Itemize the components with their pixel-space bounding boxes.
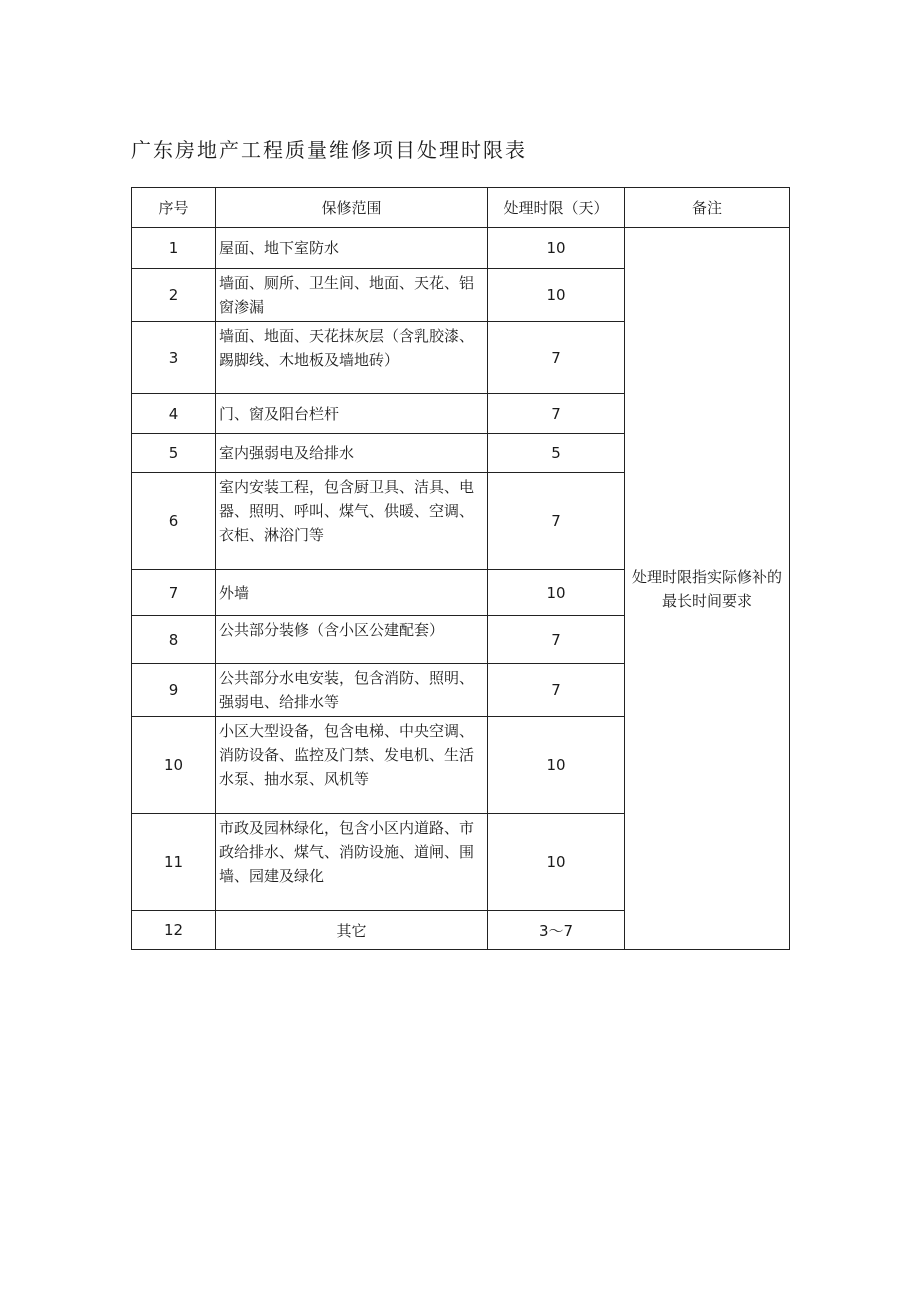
row-no: 7 <box>132 570 216 616</box>
row-no: 5 <box>132 434 216 473</box>
row-no: 9 <box>132 664 216 717</box>
row-limit: 10 <box>488 570 625 616</box>
row-no: 1 <box>132 228 216 269</box>
row-no: 3 <box>132 322 216 394</box>
header-limit: 处理时限（天） <box>488 188 625 228</box>
row-no: 4 <box>132 394 216 434</box>
row-limit: 7 <box>488 664 625 717</box>
row-limit: 10 <box>488 717 625 814</box>
row-limit: 10 <box>488 228 625 269</box>
row-no: 11 <box>132 814 216 911</box>
remark-cell: 处理时限指实际修补的最长时间要求 <box>625 228 790 950</box>
row-limit: 3～7 <box>488 911 625 950</box>
row-no: 10 <box>132 717 216 814</box>
row-no: 6 <box>132 473 216 570</box>
row-limit: 10 <box>488 269 625 322</box>
row-limit: 7 <box>488 616 625 664</box>
row-no: 12 <box>132 911 216 950</box>
header-scope: 保修范围 <box>216 188 488 228</box>
row-limit: 10 <box>488 814 625 911</box>
header-no: 序号 <box>132 188 216 228</box>
row-scope: 市政及园林绿化，包含小区内道路、市政给排水、煤气、消防设施、道闸、围墙、园建及绿化 <box>216 814 488 911</box>
row-limit: 7 <box>488 322 625 394</box>
table-header-row <box>132 188 790 228</box>
row-scope: 室内强弱电及给排水 <box>216 434 488 473</box>
document-title: 广东房地产工程质量维修项目处理时限表 <box>131 138 527 162</box>
row-scope: 室内安装工程，包含厨卫具、洁具、电器、照明、呼叫、煤气、供暖、空调、衣柜、淋浴门等 <box>216 473 488 570</box>
table-row <box>132 228 790 269</box>
row-limit: 7 <box>488 473 625 570</box>
row-no: 8 <box>132 616 216 664</box>
row-scope: 小区大型设备，包含电梯、中央空调、消防设备、监控及门禁、发电机、生活水泵、抽水泵、风机等 <box>216 717 488 814</box>
row-scope: 墙面、厕所、卫生间、地面、天花、铝窗渗漏 <box>216 269 488 322</box>
repair-time-limit-table <box>131 187 790 950</box>
row-scope: 门、窗及阳台栏杆 <box>216 394 488 434</box>
row-scope: 屋面、地下室防水 <box>216 228 488 269</box>
row-limit: 7 <box>488 394 625 434</box>
row-scope: 墙面、地面、天花抹灰层（含乳胶漆、踢脚线、木地板及墙地砖） <box>216 322 488 394</box>
row-scope: 其它 <box>216 911 488 950</box>
row-scope: 外墙 <box>216 570 488 616</box>
row-scope: 公共部分装修（含小区公建配套） <box>216 616 488 664</box>
row-no: 2 <box>132 269 216 322</box>
header-note: 备注 <box>625 188 790 228</box>
row-scope: 公共部分水电安装，包含消防、照明、强弱电、给排水等 <box>216 664 488 717</box>
row-limit: 5 <box>488 434 625 473</box>
